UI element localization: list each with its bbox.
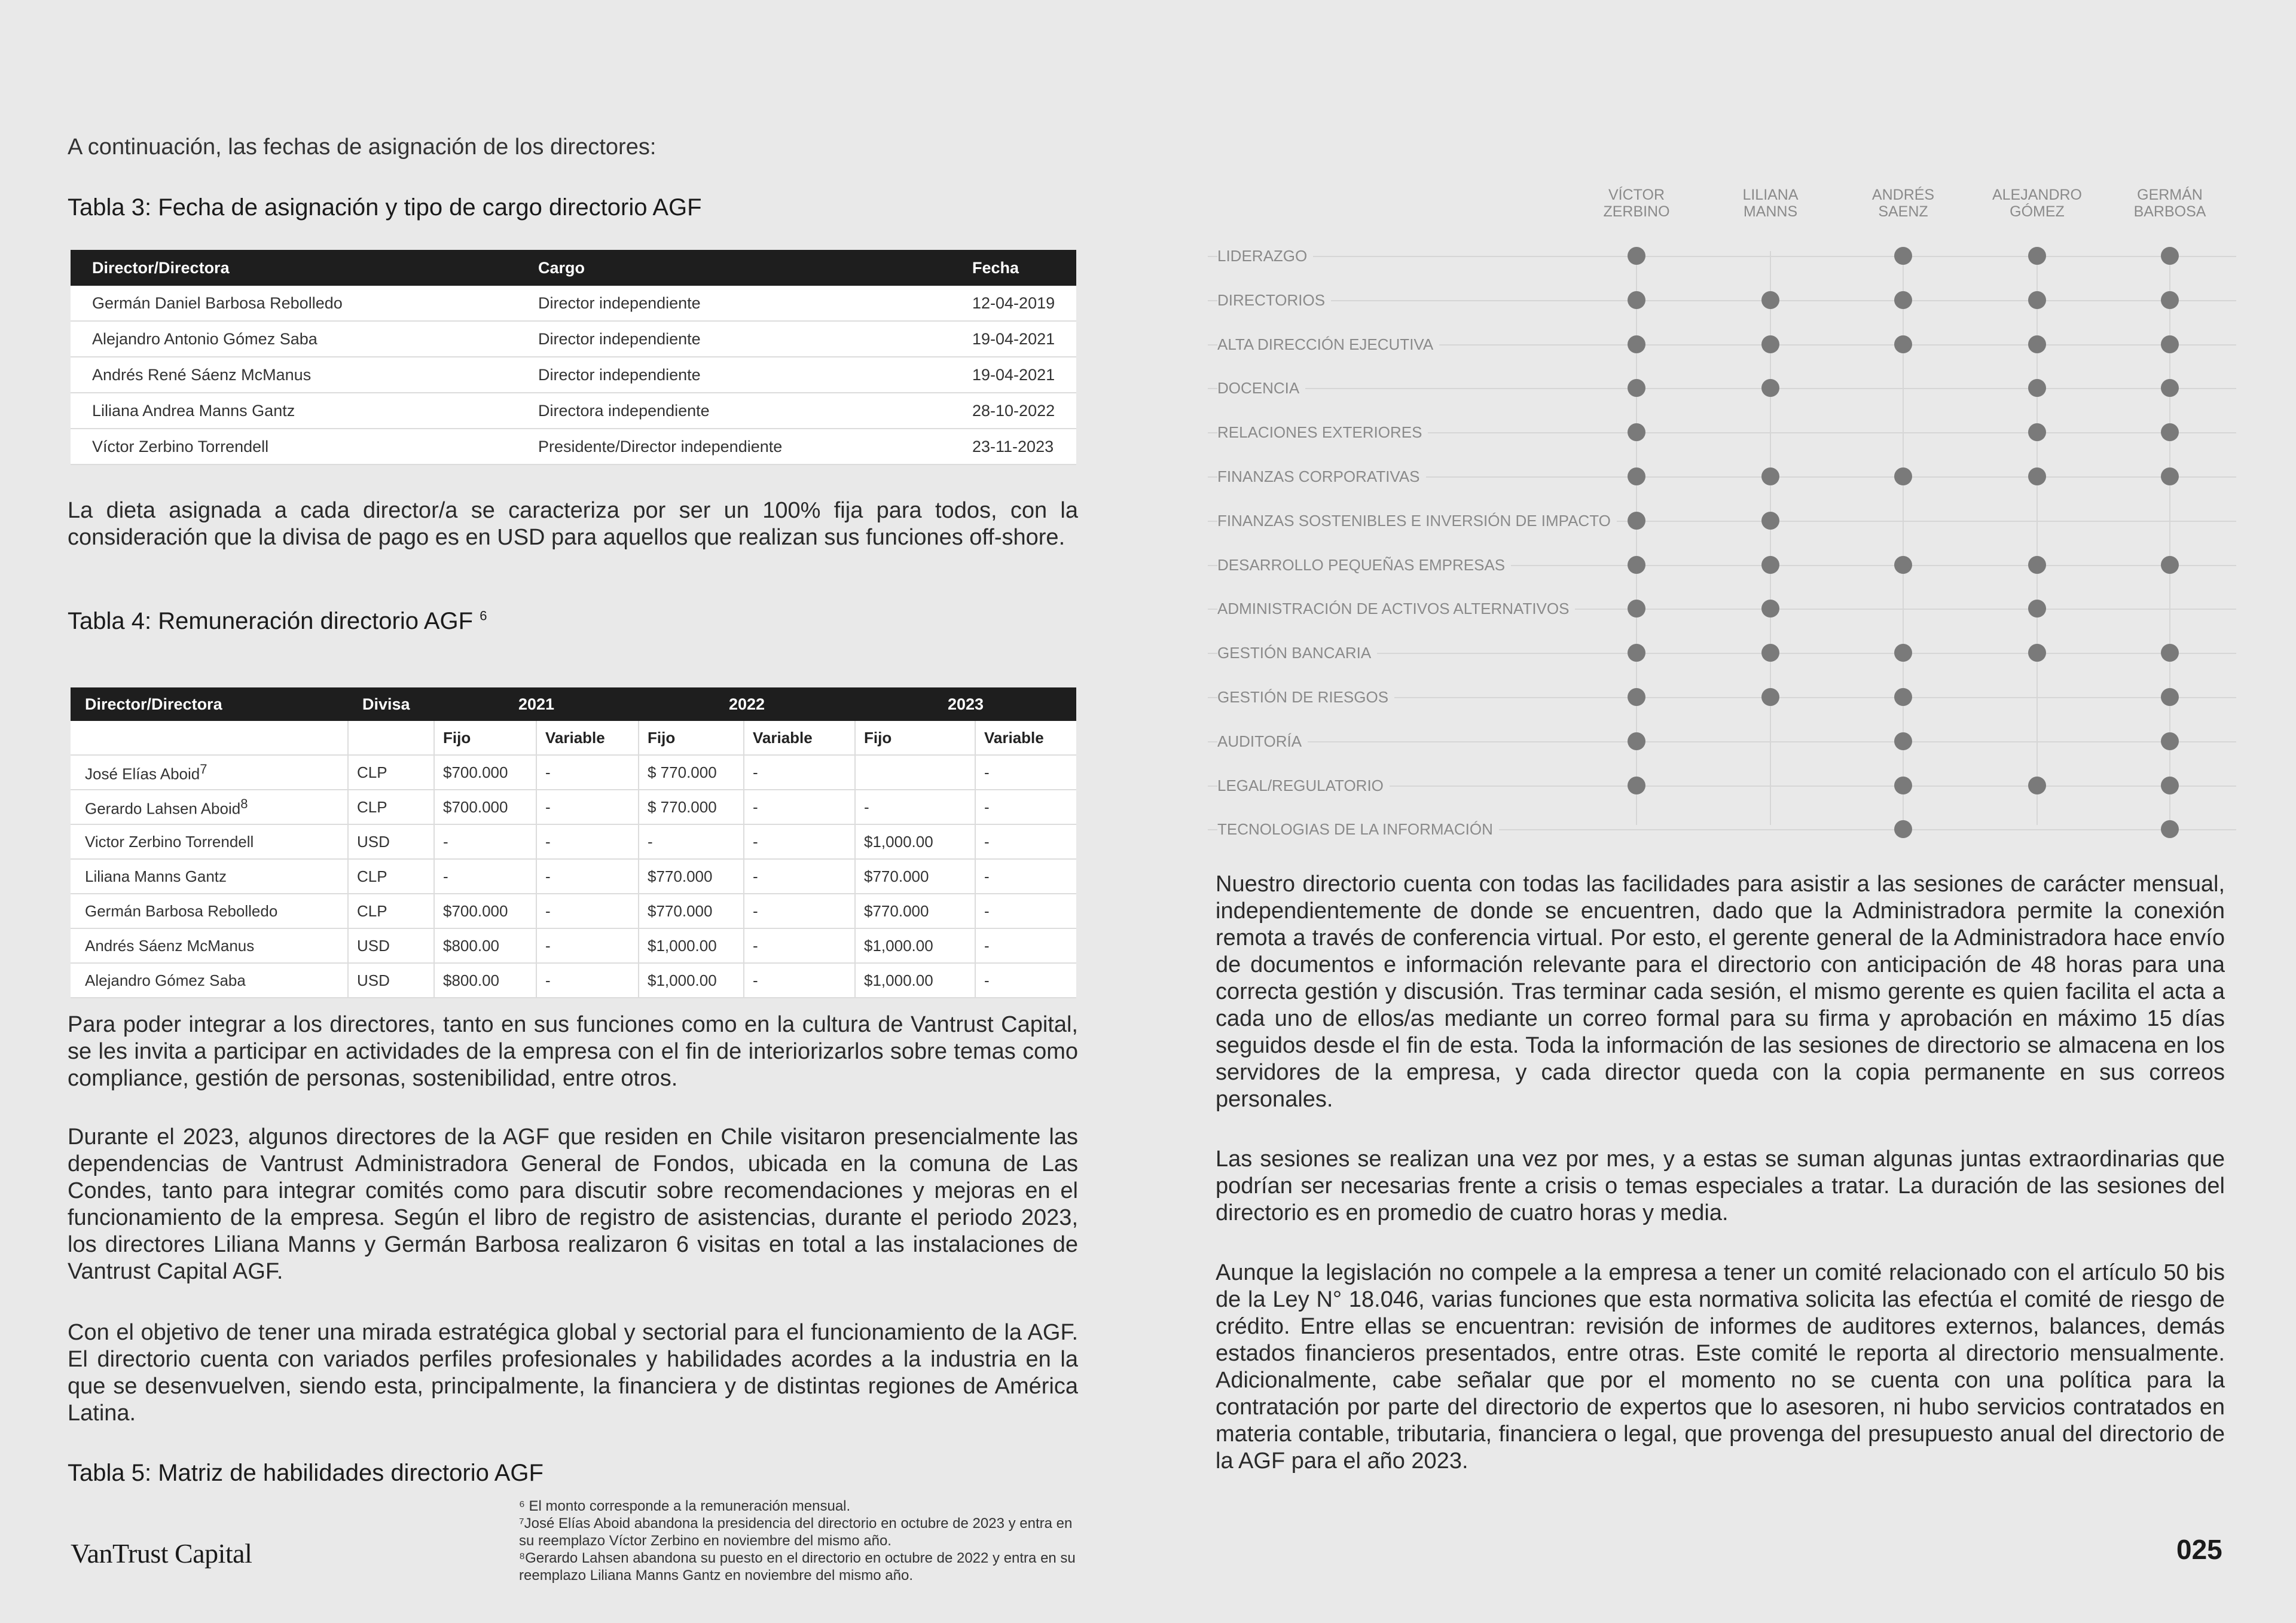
footnote: ⁸Gerardo Lahsen abandona su puesto en el directorio en octubre de 2022 y entra en su reemplazo Liliana Manns Gantz en noviembre del mismo año. (519, 1550, 1076, 1584)
matrix-row (1208, 774, 2236, 797)
table-cell: - (744, 894, 855, 928)
table-cell: $770.000 (855, 894, 975, 928)
matrix-column-header-line: VÍCTOR (1608, 187, 1665, 203)
matrix-row (1208, 553, 2236, 577)
matrix-column-header-line: ZERBINO (1603, 203, 1670, 220)
table3-title: Tabla 3: Fecha de asignación y tipo de cargo directorio AGF (68, 194, 702, 221)
table-cell: $1,000.00 (639, 963, 744, 998)
matrix-dot (1761, 335, 1779, 353)
matrix-dot (1761, 467, 1779, 485)
table-cell (71, 963, 348, 998)
matrix-column-header-line: GERMÁN (2137, 187, 2203, 203)
paragraph-legislacion: Aunque la legislación no compele a la empresa a tener un comité relacionado con el artículo 50 bis de la Ley N° 18.046, varias funciones que esta normativa solicita las efectúa el comité de riesgo de crédito. Entre ellas se encuentran: revisión de informes de auditores externos, balances, demás estados financieros presentados, entre otras. Este comité le reporta al directorio mensualmente. Adicionalmente, cabe señalar que por el momento no se cuenta con una política para la contratación por parte del directorio de expertos que lo asesoren, ni hubo servicios contratados en materia contable, tributaria, financiera o legal, que provenga del presupuesto anual del directorio de la AGF para el año 2023. (1216, 1260, 2225, 1474)
table3-header: Fecha (951, 250, 1076, 286)
matrix-dot (1894, 335, 1912, 353)
table-cell (71, 824, 348, 859)
matrix-dot (2028, 423, 2046, 441)
table-cell: $1,000.00 (855, 928, 975, 963)
table-row (71, 824, 1076, 859)
matrix-dot (2161, 777, 2179, 794)
matrix-row (1208, 641, 2236, 665)
matrix-column-header (1583, 187, 1690, 220)
table-cell (71, 894, 348, 928)
table5-title: Tabla 5: Matriz de habilidades directorio AGF (68, 1460, 544, 1486)
table-cell: - (975, 790, 1076, 824)
matrix-dot (2028, 777, 2046, 794)
matrix-row (1208, 597, 2236, 621)
director-name: Germán Barbosa Rebolledo (85, 901, 278, 920)
table-cell (71, 859, 348, 894)
footnote-ref: 8 (240, 796, 248, 811)
matrix-dot (2161, 379, 2179, 397)
table-cell: USD (348, 963, 434, 998)
table-cell: $ 770.000 (639, 790, 744, 824)
matrix-row (1208, 509, 2236, 533)
matrix-dot (1628, 644, 1645, 662)
table-row (71, 894, 1076, 928)
matrix-dot (2161, 335, 2179, 353)
matrix-dot (1894, 247, 1912, 265)
director-name: Victor Zerbino Torrendell (85, 832, 254, 851)
table-cell: 19-04-2021 (951, 321, 1076, 357)
matrix-skill-label: FINANZAS CORPORATIVAS (1217, 464, 1426, 488)
paragraph-integrar: Para poder integrar a los directores, tanto en sus funciones como en la cultura de Vantrust Capital, se les invita a participar en actividades de la empresa con el fin de interiorizarlos sobre temas como compliance, gestión de personas, sostenibilidad, entre otros. (68, 1012, 1078, 1091)
table-cell: CLP (348, 755, 434, 790)
table-cell: Germán Daniel Barbosa Rebolledo (71, 286, 517, 321)
table3-header-row (71, 250, 1076, 286)
matrix-column-header-line: LILIANA (1742, 187, 1799, 203)
matrix-column-header-line: ANDRÉS (1871, 187, 1935, 203)
table-cell: - (744, 755, 855, 790)
table-cell: Presidente/Director independiente (517, 429, 951, 464)
matrix-skill-label: FINANZAS SOSTENIBLES E INVERSIÓN DE IMPACTO (1217, 509, 1617, 533)
matrix-column-header-line: MANNS (1743, 203, 1798, 220)
matrix-dot (1628, 335, 1645, 353)
matrix-column-header (1717, 187, 1824, 220)
director-name: Alejandro Gómez Saba (85, 971, 246, 989)
table-subheader: Variable (975, 721, 1076, 755)
table-cell (71, 755, 348, 790)
table-cell: - (536, 824, 639, 859)
table-cell (855, 755, 975, 790)
table-subheader: Variable (744, 721, 855, 755)
table-cell: 19-04-2021 (951, 357, 1076, 393)
matrix-dot (2028, 291, 2046, 309)
matrix-dot (1628, 423, 1645, 441)
paragraph-facilidades: Nuestro directorio cuenta con todas las facilidades para asistir a las sesiones de carácter mensual, independientemente de donde se encuentren, dado que la Administradora permite la conexión remota a través de conferencia virtual. Por esto, el gerente general de la Administradora hace envío de documentos e información relevante para el directorio con anticipación de 48 horas para una correcta gestión y discusión. Tras terminar cada sesión, el mismo gerente es quien facilita el acta a cada uno de ellos/as mediante un correo formal para su firma y aprobación en máximo 15 días seguidos desde el fin de esta. Toda la información de las sesiones de directorio se almacena en los servidores de la empresa, y cada director queda con la copia permanente en sus correos personales. (1216, 872, 2225, 1112)
matrix-row-line (1208, 741, 2236, 742)
matrix-skill-label: LIDERAZGO (1217, 244, 1313, 268)
table-cell: - (744, 859, 855, 894)
footnote: ⁷José Elías Aboid abandona la presidencia del directorio en octubre de 2023 y entra en su reemplazo Víctor Zerbino en noviembre del mismo año. (519, 1515, 1073, 1549)
matrix-dot (1761, 379, 1779, 397)
table-cell: - (536, 894, 639, 928)
matrix-row-line (1208, 256, 2236, 257)
matrix-skill-label: TECNOLOGIAS DE LA INFORMACIÓN (1217, 817, 1499, 841)
table-cell: $ 770.000 (639, 755, 744, 790)
table-cell: Director independiente (517, 357, 951, 393)
table-cell: $700.000 (434, 790, 536, 824)
table-row (71, 429, 1076, 464)
table-cell: CLP (348, 859, 434, 894)
table-row (71, 928, 1076, 963)
table-row (71, 357, 1076, 393)
table-cell: - (744, 963, 855, 998)
matrix-dot (1761, 688, 1779, 706)
table-row (71, 790, 1076, 824)
table-cell: - (536, 859, 639, 894)
table-cell: - (855, 790, 975, 824)
table-cell: $800.00 (434, 928, 536, 963)
matrix-dot (1894, 688, 1912, 706)
matrix-dot (1894, 777, 1912, 794)
table-subheader: Variable (536, 721, 639, 755)
table-cell: - (975, 859, 1076, 894)
table-cell: USD (348, 824, 434, 859)
matrix-dot (1628, 777, 1645, 794)
table-cell: $700.000 (434, 755, 536, 790)
table-cell: - (975, 755, 1076, 790)
matrix-dot (1761, 644, 1779, 662)
intro-text: A continuación, las fechas de asignación de los directores: (68, 135, 657, 160)
table-cell: $770.000 (639, 859, 744, 894)
table-cell (71, 721, 348, 755)
matrix-dot (2028, 644, 2046, 662)
matrix-dot (1628, 512, 1645, 530)
matrix-column-header (1983, 187, 2091, 220)
table-row (71, 963, 1076, 998)
table4-subheader-row (71, 721, 1076, 755)
matrix-dot (1894, 556, 1912, 574)
table-cell (348, 721, 434, 755)
matrix-row (1208, 464, 2236, 488)
matrix-dot (2028, 556, 2046, 574)
matrix-row-line (1208, 388, 2236, 389)
matrix-dot (1894, 467, 1912, 485)
table-cell: $770.000 (639, 894, 744, 928)
paragraph-dieta: La dieta asignada a cada director/a se caracteriza por ser un 100% fija para todos, con la consideración que la divisa de pago es en USD para aquellos que realizan sus funciones off-shore. (68, 498, 1078, 550)
matrix-dot (2161, 423, 2179, 441)
matrix-row (1208, 729, 2236, 753)
matrix-skill-label: DESARROLLO PEQUEÑAS EMPRESAS (1217, 553, 1511, 577)
table3-header: Director/Directora (71, 250, 517, 286)
matrix-skill-label: ALTA DIRECCIÓN EJECUTIVA (1217, 332, 1439, 356)
matrix-row (1208, 244, 2236, 268)
matrix-dot (1761, 512, 1779, 530)
table-row (71, 755, 1076, 790)
matrix-dot (2161, 820, 2179, 838)
matrix-dot (2161, 291, 2179, 309)
page-number: 025 (2176, 1534, 2222, 1565)
table-cell: - (639, 824, 744, 859)
paragraph-objetivo: Con el objetivo de tener una mirada estratégica global y sectorial para el funcionamiento de la AGF. El directorio cuenta con variados perfiles profesionales y habilidades acordes a la industria en la que se desenvuelven, siendo esta, principalmente, la financiera y de distintas regiones de América Latina. (68, 1320, 1078, 1426)
matrix-column-header (2116, 187, 2224, 220)
vantrust-logo: VanTrust Capital (71, 1538, 252, 1569)
matrix-dot (1894, 644, 1912, 662)
table4-header: 2023 (855, 687, 1076, 721)
table4-title-text: Tabla 4: Remuneración directorio AGF (68, 608, 474, 634)
table-cell: 12-04-2019 (951, 286, 1076, 321)
table-cell: - (975, 928, 1076, 963)
matrix-dot (1628, 600, 1645, 618)
table-subheader: Fijo (639, 721, 744, 755)
table-cell: CLP (348, 790, 434, 824)
table-cell (71, 790, 348, 824)
table3-header: Cargo (517, 250, 951, 286)
matrix-column-header-line: GÓMEZ (2010, 203, 2065, 220)
footnotes (519, 1497, 1081, 1584)
table-cell: - (434, 859, 536, 894)
table-row (71, 286, 1076, 321)
matrix-column-header-line: SAENZ (1878, 203, 1928, 220)
matrix-skill-label: RELACIONES EXTERIORES (1217, 420, 1428, 444)
matrix-skill-label: GESTIÓN DE RIESGOS (1217, 685, 1394, 709)
matrix-dot (2161, 732, 2179, 750)
matrix-dot (1628, 291, 1645, 309)
matrix-skill-label: DOCENCIA (1217, 376, 1305, 400)
table-cell: - (536, 928, 639, 963)
table-cell: Directora independiente (517, 393, 951, 429)
table-row (71, 393, 1076, 429)
table-cell: USD (348, 928, 434, 963)
director-name: Gerardo Lahsen Aboid (85, 799, 241, 818)
table4-title-footnote-ref: 6 (480, 608, 487, 623)
table-cell: - (536, 963, 639, 998)
matrix-skill-label: ADMINISTRACIÓN DE ACTIVOS ALTERNATIVOS (1217, 597, 1575, 621)
table4-header: 2022 (639, 687, 855, 721)
table4-header: Divisa (348, 687, 434, 721)
director-name: José Elías Aboid (85, 765, 200, 783)
matrix-dot (1628, 688, 1645, 706)
table-cell: - (975, 963, 1076, 998)
paragraph-2023: Durante el 2023, algunos directores de la AGF que residen en Chile visitaron presencialmente las dependencias de Vantrust Administradora General de Fondos, ubicada en la comuna de Las Condes, tanto para integrar comités como para discutir sobre recomendaciones y mejoras en el funcionamiento de la empresa. Según el libro de registro de asistencias, durante el periodo 2023, los directores Liliana Manns y Germán Barbosa realizaron 6 visitas en total a las instalaciones de Vantrust Capital AGF. (68, 1124, 1078, 1284)
matrix-dot (2161, 247, 2179, 265)
matrix-row (1208, 685, 2236, 709)
matrix-dot (2028, 247, 2046, 265)
table-cell: - (536, 790, 639, 824)
table-cell: Víctor Zerbino Torrendell (71, 429, 517, 464)
matrix-row (1208, 376, 2236, 400)
matrix-skill-label: AUDITORÍA (1217, 729, 1308, 753)
matrix-dot (1628, 732, 1645, 750)
table-cell: $1,000.00 (855, 824, 975, 859)
table-cell: CLP (348, 894, 434, 928)
matrix-dot (2028, 335, 2046, 353)
director-name: Liliana Manns Gantz (85, 867, 227, 885)
matrix-dot (1894, 732, 1912, 750)
table-cell: 28-10-2022 (951, 393, 1076, 429)
table-cell: 23-11-2023 (951, 429, 1076, 464)
table4-title (68, 608, 487, 635)
matrix-dot (1761, 291, 1779, 309)
table-cell: $770.000 (855, 859, 975, 894)
skills-matrix (1208, 179, 2236, 849)
table-cell: Director independiente (517, 321, 951, 357)
table-subheader: Fijo (434, 721, 536, 755)
matrix-row (1208, 332, 2236, 356)
matrix-dot (1628, 467, 1645, 485)
matrix-skill-label: GESTIÓN BANCARIA (1217, 641, 1377, 665)
table-cell: - (975, 894, 1076, 928)
table4-header: Director/Directora (71, 687, 348, 721)
table-cell: Andrés René Sáenz McManus (71, 357, 517, 393)
matrix-dot (2161, 467, 2179, 485)
table-cell: $1,000.00 (639, 928, 744, 963)
table-cell: Alejandro Antonio Gómez Saba (71, 321, 517, 357)
matrix-row (1208, 817, 2236, 841)
director-name: Andrés Sáenz McManus (85, 936, 255, 955)
matrix-column-header-line: ALEJANDRO (1992, 187, 2083, 203)
table-cell: $1,000.00 (855, 963, 975, 998)
table-cell: $700.000 (434, 894, 536, 928)
footnote-ref: 7 (200, 761, 207, 777)
table-row (71, 859, 1076, 894)
matrix-column-header-line: BARBOSA (2133, 203, 2206, 220)
table-cell: - (744, 928, 855, 963)
footnote: ⁶ El monto corresponde a la remuneración mensual. (519, 1498, 851, 1514)
matrix-dot (1628, 379, 1645, 397)
paragraph-sesiones: Las sesiones se realizan una vez por mes, y a estas se suman algunas juntas extraordinarias que podrían ser necesarias frente a crisis o temas especiales a tratar. La duración de las sesiones del directorio es en promedio de cuatro horas y media. (1216, 1147, 2225, 1225)
matrix-dot (1894, 291, 1912, 309)
table-cell (71, 928, 348, 963)
matrix-dot (2028, 379, 2046, 397)
table3 (71, 250, 1076, 465)
matrix-dot (1894, 820, 1912, 838)
matrix-dot (1761, 600, 1779, 618)
table-row (71, 321, 1076, 357)
table-cell: $800.00 (434, 963, 536, 998)
matrix-dot (1628, 247, 1645, 265)
table-cell: - (434, 824, 536, 859)
matrix-skill-label: DIRECTORIOS (1217, 288, 1331, 312)
table-cell: - (536, 755, 639, 790)
matrix-dot (1628, 556, 1645, 574)
table4-header: 2021 (434, 687, 639, 721)
table-cell: Liliana Andrea Manns Gantz (71, 393, 517, 429)
table-cell: - (744, 790, 855, 824)
matrix-column-header (1849, 187, 1957, 220)
table4-header-row (71, 687, 1076, 721)
table-cell: - (744, 824, 855, 859)
matrix-row-line (1208, 300, 2236, 301)
matrix-dot (1761, 556, 1779, 574)
matrix-dot (2028, 467, 2046, 485)
table-subheader: Fijo (855, 721, 975, 755)
table-cell: Director independiente (517, 286, 951, 321)
table4 (71, 687, 1076, 998)
matrix-dot (2028, 600, 2046, 618)
matrix-row (1208, 420, 2236, 444)
matrix-dot (2161, 688, 2179, 706)
table-cell: - (975, 824, 1076, 859)
matrix-skill-label: LEGAL/REGULATORIO (1217, 774, 1390, 797)
matrix-dot (2161, 556, 2179, 574)
matrix-dot (2161, 644, 2179, 662)
matrix-row (1208, 288, 2236, 312)
